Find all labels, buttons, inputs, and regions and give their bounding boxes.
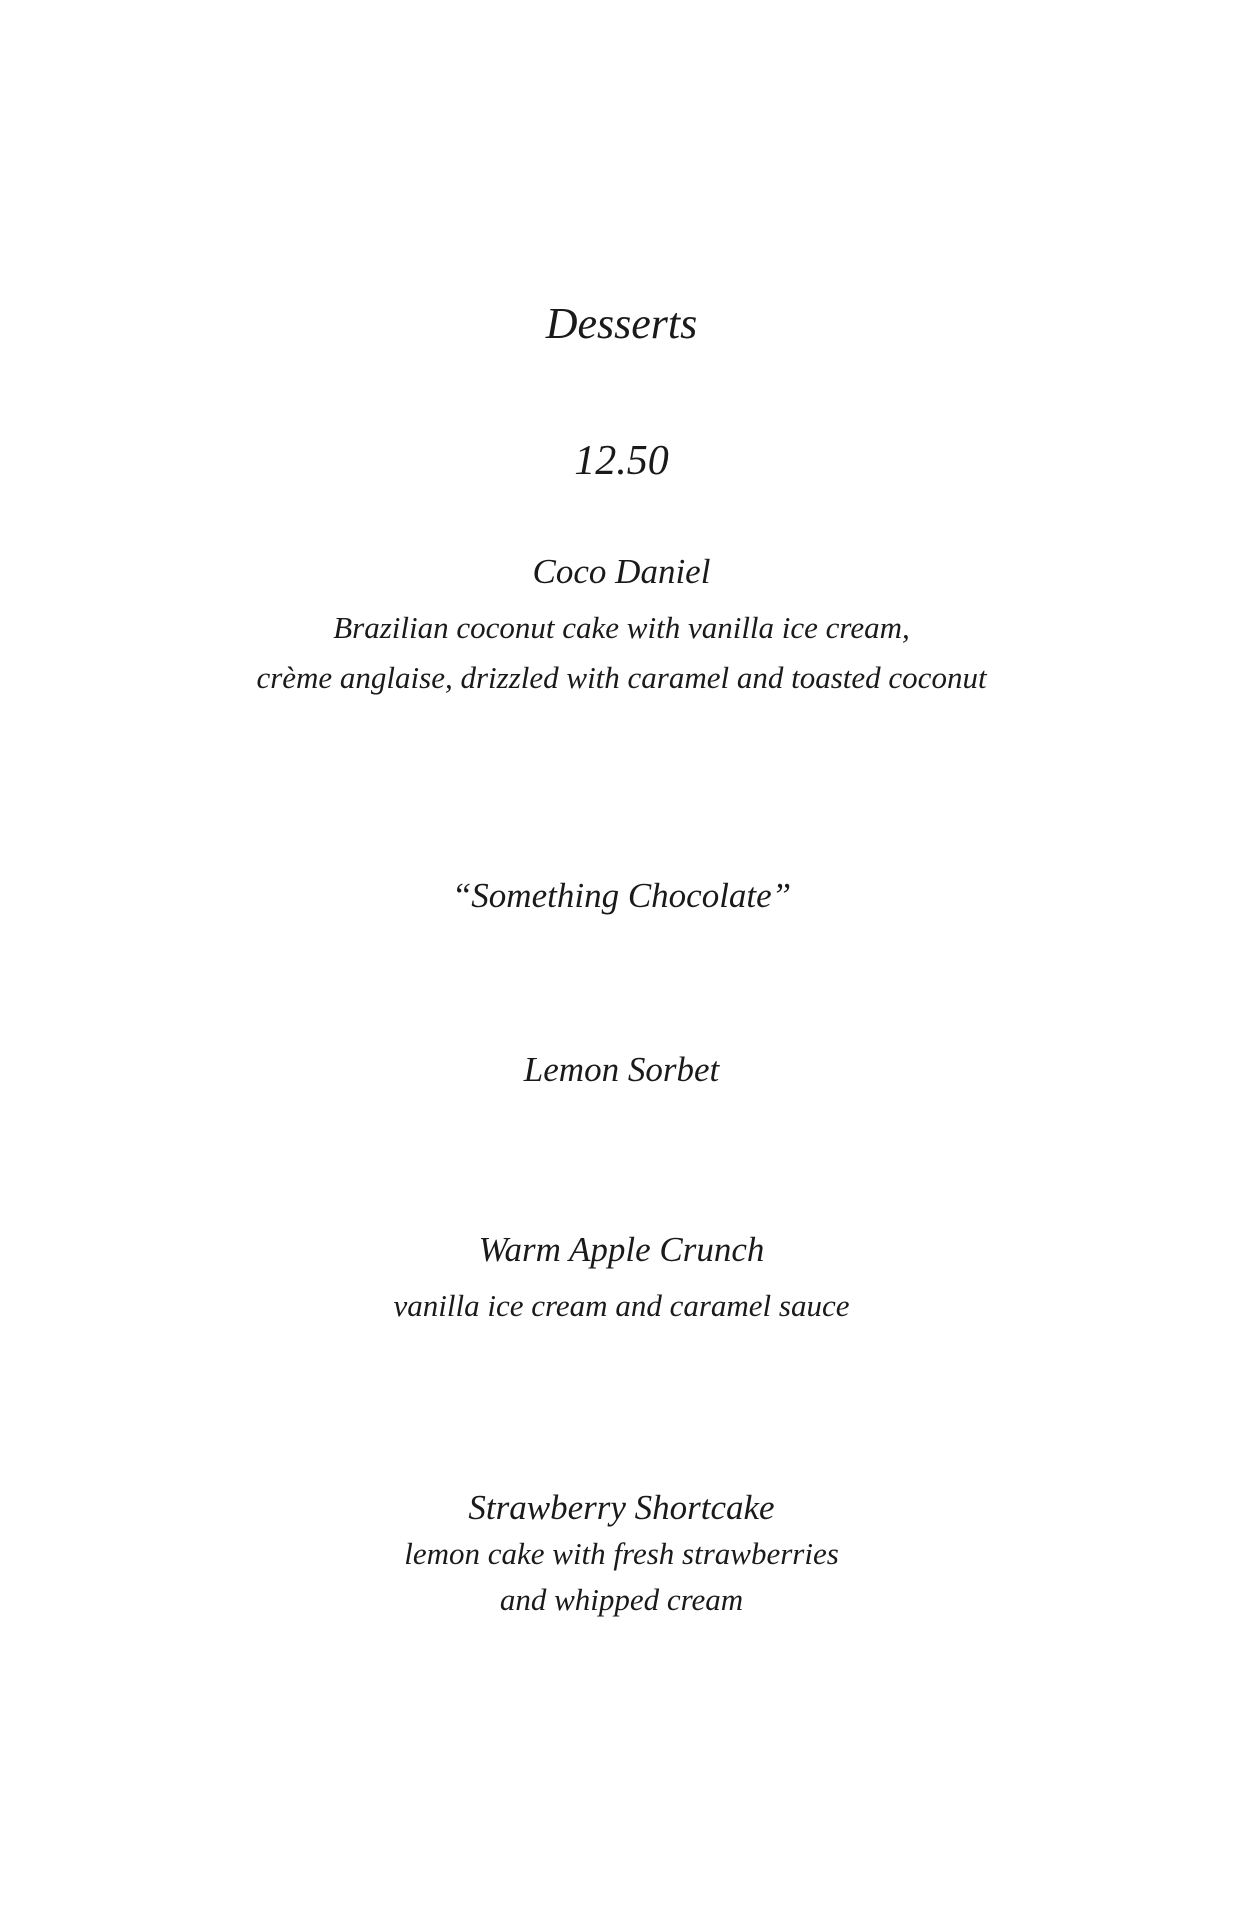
menu-price: 12.50 [574, 438, 669, 484]
item-description-line: lemon cake with fresh strawberries [404, 1536, 839, 1571]
item-description-line: Brazilian coconut cake with vanilla ice cream, [333, 610, 910, 645]
item-description-line: and whipped cream [499, 1582, 744, 1617]
item-name: Lemon Sorbet [523, 1050, 720, 1089]
item-description-line: crème anglaise, drizzled with caramel and toasted coconut [256, 660, 987, 695]
item-description-line: vanilla ice cream and caramel sauce [393, 1288, 850, 1323]
item-name: Coco Daniel [532, 552, 711, 591]
item-name: Warm Apple Crunch [478, 1230, 765, 1269]
menu-title: Desserts [545, 299, 698, 348]
item-name: “Something Chocolate” [451, 876, 792, 915]
item-name: Strawberry Shortcake [468, 1488, 775, 1527]
